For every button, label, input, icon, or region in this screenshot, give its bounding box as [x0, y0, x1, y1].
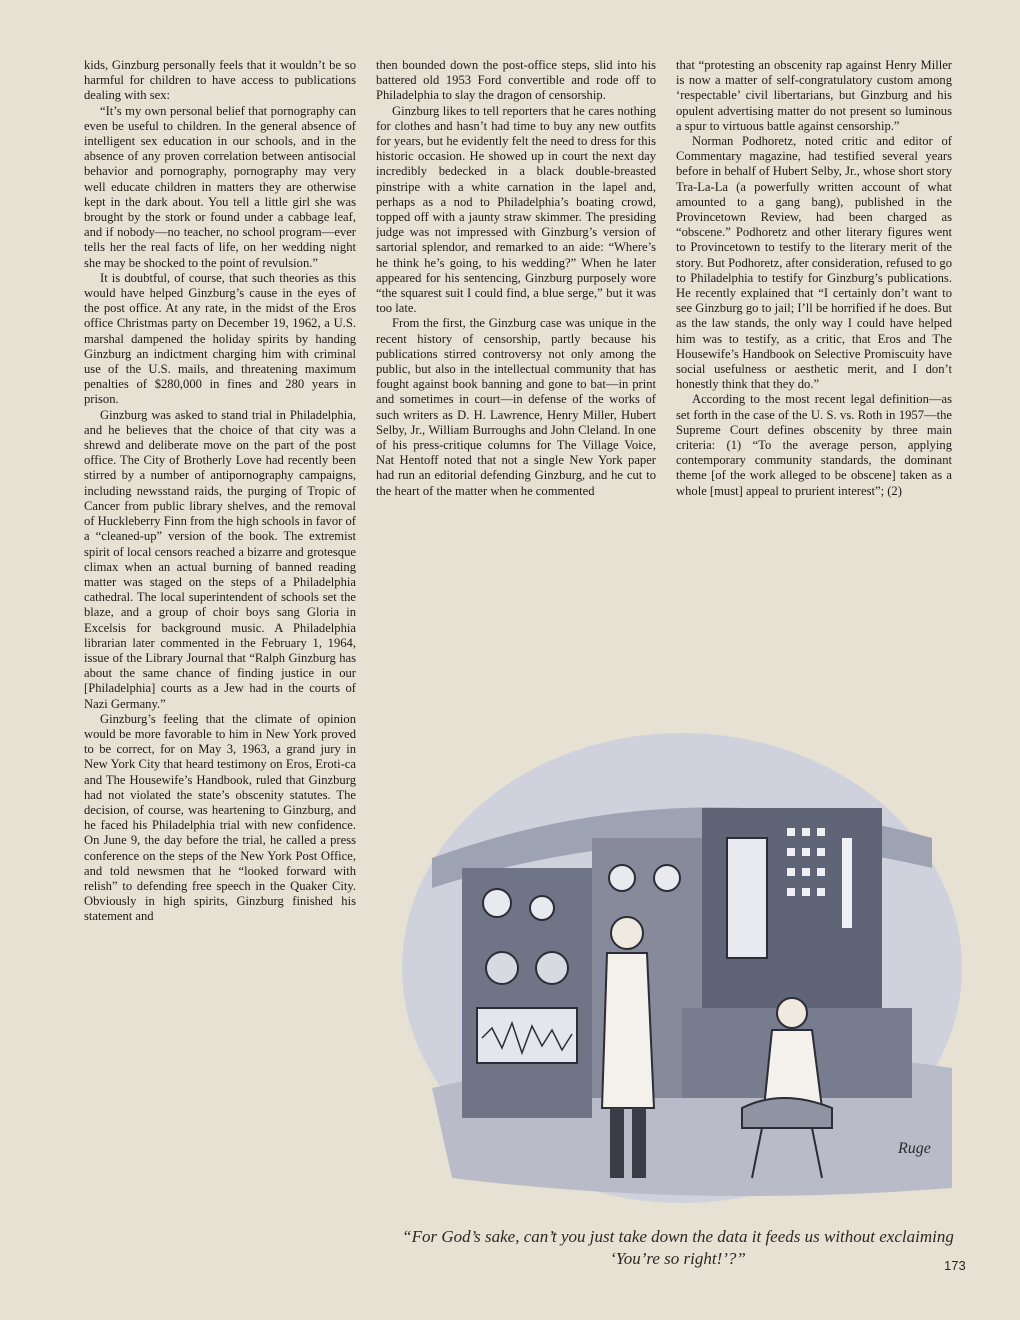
paragraph: It is doubtful, of course, that such theories as this would have helped Ginzburg’s cause in the eyes of the post office. At any rate, in the midst of the Eros office Christmas party on December 19, 1962, a U.S. marshal dampened the holiday spirits by handing Ginzburg an indictment charging him with criminal use of the U.S. mails, and threatening maximum penalties of $280,000 in fines and 280 years in prison.: [84, 270, 356, 407]
text-column-1: [84, 58, 356, 1298]
dial: [654, 865, 680, 891]
paragraph: “It’s my own personal belief that pornography can even be useful to children. In the general absence of intelligent sex education in our schools, and in the absence of any proven correlation between antisocial behavior and pornography, pornography may very well educate children in matters they are otherwise kept in the dark about. You tell a little girl she was brought by the stork or found under a cabbage leaf, and if nobody—no teacher, no school program—ever tells her the real facts of life, on her wedding night she may be shocked to the point of revulsion.”: [84, 103, 356, 270]
text-column-2: [376, 58, 656, 698]
dial: [530, 896, 554, 920]
paragraph: From the first, the Ginzburg case was unique in the recent history of censorship, partly because his publications stirred controversy not only among the public, but also in the intellectual community that has fought against book banning and gone to bat—in print and sometimes in court—in defense of the works of such writers as D. H. Lawrence, Henry Miller, Hubert Selby, Jr., William Burroughs and John Cleland. In one of his press-critique columns for The Village Voice, Nat Hentoff noted that not a single New York paper had run an editorial defending Ginzburg, and he cut to the heart of the matter when he commented: [376, 316, 656, 498]
dial: [609, 865, 635, 891]
left-console: [462, 868, 592, 1118]
oscilloscope-screen: [477, 1008, 577, 1063]
paragraph: Ginzburg’s feeling that the climate of opinion would be more favorable to him in New York proved to be correct, for on May 3, 1963, a grand jury in New York City that heard testimony on Eros, Eroti-ca and The Housewife’s Handbook, ruled that Ginzburg had not violated the state’s obscenity statutes. The decision, of course, was heartening to Ginzburg, and he faced his Philadelphia trial with new confidence. On June 9, the day before the trial, he called a press conference on the steps of the New York Post Office, and told newsmen that he “looked forward with relish” to defending free speech in the Quaker City. Obviously in high spirits, Ginzburg finished his statement and: [84, 711, 356, 924]
paragraph: that “protesting an obscenity rap against Henry Miller is now a matter of self-congratulatory custom among ‘respectable’ civil libertarians, but Ginzburg and his opulent advertising matter do not present so luminous a spur to virtuous battle against censorship.”: [676, 58, 952, 133]
paragraph: Ginzburg was asked to stand trial in Philadelphia, and he believes that the choice of that city was a shrewd and deliberate move on the part of the post office. The City of Brotherly Love had recently been stirred by a number of antipornography campaigns, including newsstand raids, the purging of Tropic of Cancer from public library shelves, and the removal of Huckleberry Finn from the high schools in favor of a “cleaned-up” version of the book. The extremist spirit of local censors reached a bizarre and grotesque climax when an actual burning of banned reading matter was staged on the steps of a Philadelphia cathedral. The local superintendent of schools set the blaze, and a group of choir boys sang Gloria in Excelsis for background music. A Philadelphia librarian later commented in the February 1, 1964, issue of the Library Journal that “Ralph Ginzburg has about the same chance of finding justice in our [Philadelphia] courts as a Jew had in the courts of Nazi Germany.”: [84, 407, 356, 711]
paragraph: Norman Podhoretz, noted critic and editor of Commentary magazine, had testified several years before in behalf of Hubert Selby, Jr., whose short story Tra-La-La (a powerfully written account of what amounted to a gang bang), published in the Provincetown Review, had been charged as “obscene.” Podhoretz and other literary figures went to Provincetown to testify to the literary merit of the story. But Podhoretz, after consideration, refused to go to Philadelphia to testify for Ginzburg’s publications. He recently explained that “I certainly don’t want to see Ginzburg go to jail; I’ll be horrified if he does. But as the law stands, the only way I could have helped him was to testify, as a critic, that Eros and The Housewife’s Handbook on Selective Promiscuity have social usefulness or aesthetic merit, and I don’t honestly think that they do.”: [676, 134, 952, 392]
text-column-3: [676, 58, 952, 698]
tape-reel: [486, 952, 518, 984]
paragraph: According to the most recent legal definition—as set forth in the case of the U. S. vs. Roth in 1957—the Supreme Court defines obscenity by three main criteria: (1) “To the average person, applying contemporary community standards, the dominant theme [of the work alleged to be obscene] taken as a whole [must] appeal to prurient interest”; (2): [676, 392, 952, 498]
paragraph: then bounded down the post-office steps, slid into his battered old 1953 Ford convertible and rode off to Philadelphia to slay the dragon of censorship.: [376, 58, 656, 103]
cartoon-illustration: [392, 708, 964, 1208]
dial: [483, 889, 511, 917]
page-number: 173: [944, 1258, 966, 1273]
artist-signature: Ruge: [898, 1140, 931, 1157]
cartoon-caption: “For God’s sake, can’t you just take down the data it feeds us without exclaiming ‘You’re so right!’?”: [402, 1227, 954, 1268]
paragraph: kids, Ginzburg personally feels that it wouldn’t be so harmful for children to have access to publications dealing with sex:: [84, 58, 356, 103]
tape-reel: [536, 952, 568, 984]
paragraph: Ginzburg likes to tell reporters that he cares nothing for clothes and hasn’t had time to buy any new outfits for years, but he evidently felt the need to dress for this historic occasion. He showed up in court the next day incredibly bedecked in a black double-breasted pinstripe with a white carnation in the lapel and, perhaps as a nod to Philadelphia’s boating crowd, topped off with a jaunty straw skimmer. The presiding judge was not impressed with Ginzburg’s version of sartorial splendor, and remarked to an aide: “Where’s he think he’s going, to his wedding?” When he later appeared for his sentencing, Ginzburg purposely wore “the squarest suit I could find, a blue serge,” but it was too late.: [376, 103, 656, 316]
readout-panel: [727, 838, 767, 958]
